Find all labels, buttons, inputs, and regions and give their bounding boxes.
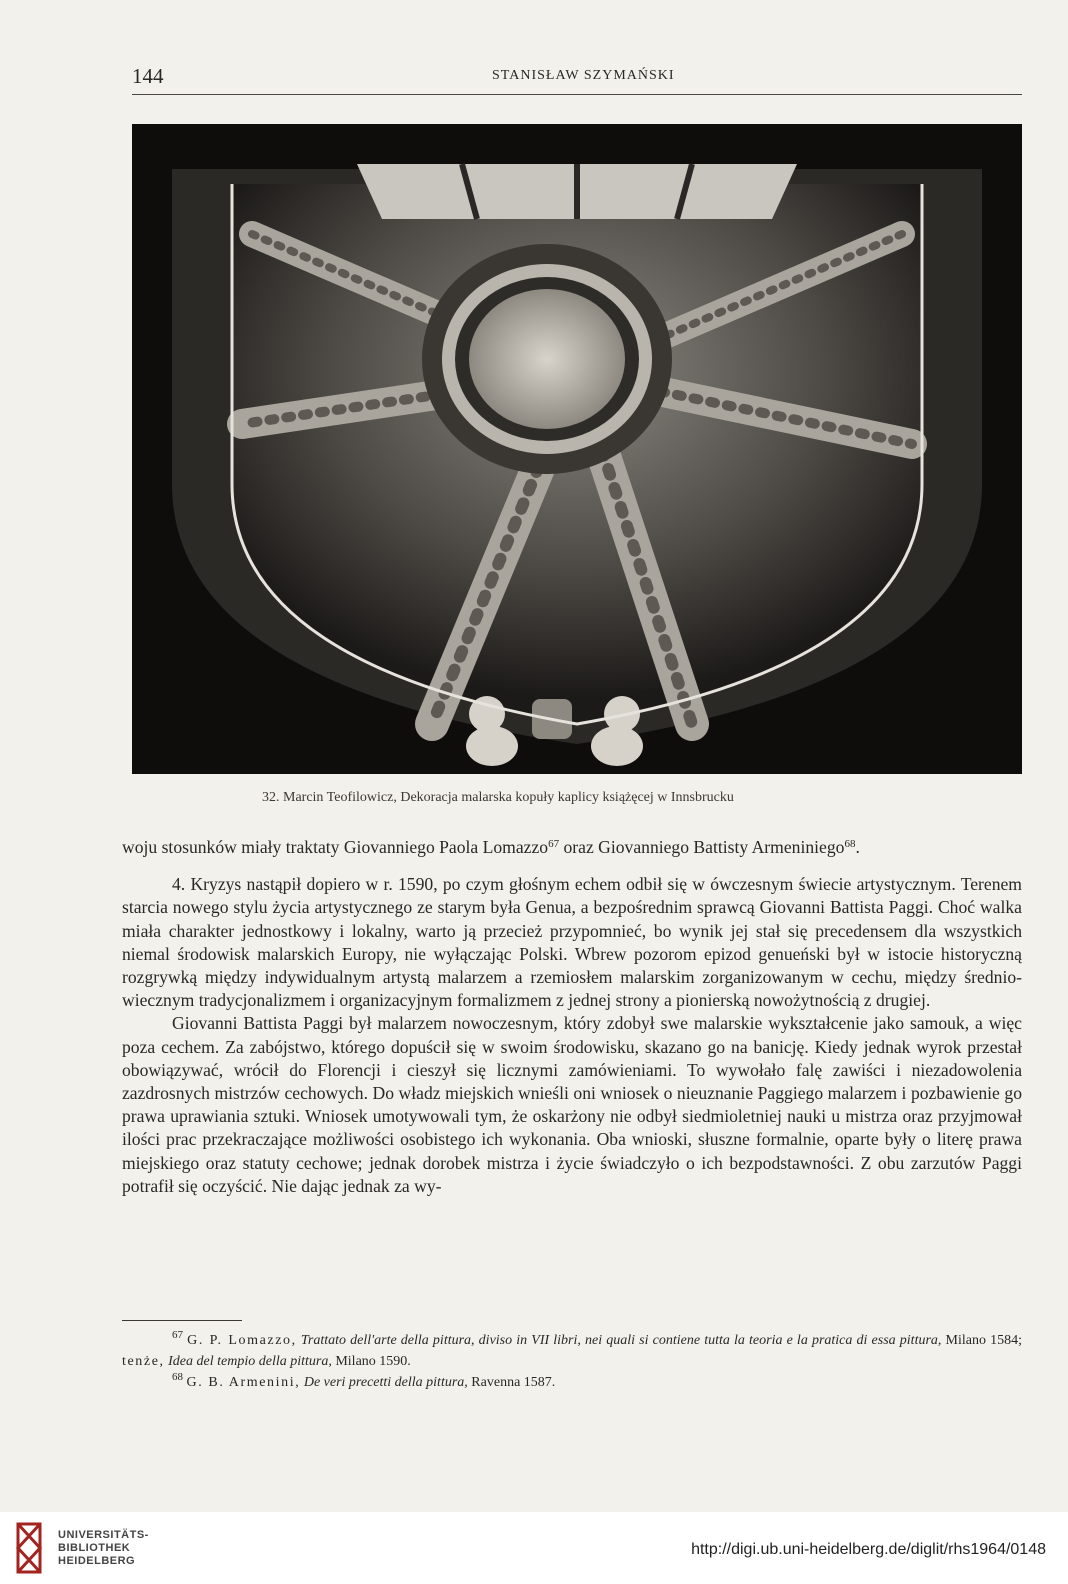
permalink-url[interactable]: http://digi.ub.uni-heidelberg.de/diglit/rhs1964/0148 xyxy=(691,1541,1046,1558)
paragraph-paggi: Giovanni Battista Paggi był malarzem nowoczesnym, który zdobył swe malarskie wykształcenie jako samouk, a więc poza cechem. Za zabójstwo, którego dopuścił się w swoim środowisku, skazano go na banicję. Kiedy jednak wyrok przestał obowiązywać, wrócił do Florencji i cieszył się licznymi zamówieniami. To wywołało falę zawiści i niezadowolenia zazdrosnych mistrzów cechowych. Do władz miejskich wnieśli oni wniosek o nieuznanie Paggiego malarzem i pozbawienie go prawa uprawiania sztuki. Wniosek umotywowali tym, że oskarżony nie odbył siedmioletniej nauki u mistrza oraz przyjmował ilości prac przekraczające możliwości osobistego ich wykonania. Oba wnioski, słuszne formalnie, oparte były o literę prawa miejskiego oraz statuty cechowe; jednak dorobek mistrza i życie świadczyło o ich bezpodstawności. Z obu zarzutów Paggi potrafił się oczyścić. Nie dając jednak za wy- xyxy=(122,1013,1022,1196)
library-logo-icon xyxy=(14,1522,44,1574)
figure-photograph xyxy=(132,124,1022,774)
paragraph-continuation: woju stosunków miały traktaty Giovanniego Paola Lomazzo$^{67}$ oraz Giovanniego Battisty Armeniniego$^{68}$. xyxy=(122,837,860,857)
figure-caption: 32. Marcin Teofilowicz, Dekoracja malarska kopuły kaplicy książęcej w Innsbrucku xyxy=(262,790,734,805)
paragraph-section-4: 4. Kryzys nastąpił dopiero w r. 1590, po czym głośnym echem odbił się w ówczesnym świecie artystycznym. Terenem starcia nowego stylu życia artystycznego ze starym była Genua, a bezpośrednim sprawcą Giovanni Battista Paggi. Choć walka miała charakter jednostkowy i lokalny, warto ją przecież przypomnieć, bo wynik jej stał się precedensem dla wszystkich niemal środowisk malarskich Europy, nie wyłączając Polski. Wbrew pozorom epizod genueński był w istocie historyczną rozgrywką między indywidualnym artystą malarzem a rzemiosłem malarskim zorganizowanym w cechu, między średniowiecznym tradycjonalizmem i organizacyjnym formalizmem z jednej strony a pionierską nowożytnością z drugiej. xyxy=(122,874,1022,1011)
footnotes xyxy=(122,1330,1022,1393)
page-number: 144 xyxy=(132,64,164,88)
body-text xyxy=(122,836,1022,1198)
digitization-footer xyxy=(0,1512,1068,1584)
dome-photograph xyxy=(132,124,1022,774)
library-name: UNIVERSITÄTS- BIBLIOTHEK HEIDELBERG xyxy=(58,1529,149,1567)
footnote-68: $^{68}$ G. B. Armenini, De veri precetti della pittura, Ravenna 1587. xyxy=(172,1371,556,1390)
footnote-67: $^{67}$ G. P. Lomazzo, Trattato dell'arte della pittura, diviso in VII libri, nei quali si contiene tutta la teoria e la pratica di essa pittura, Milano 1584; tenże, Idea del tempio della pittura, Milano 1590. xyxy=(122,1329,1022,1369)
footnote-ref-68[interactable]: 68 xyxy=(844,838,856,850)
running-head xyxy=(132,64,1022,95)
running-title: STANISŁAW SZYMAŃSKI xyxy=(492,68,675,83)
footnote-ref-67[interactable]: 67 xyxy=(548,838,560,850)
footnote-divider xyxy=(122,1320,242,1321)
